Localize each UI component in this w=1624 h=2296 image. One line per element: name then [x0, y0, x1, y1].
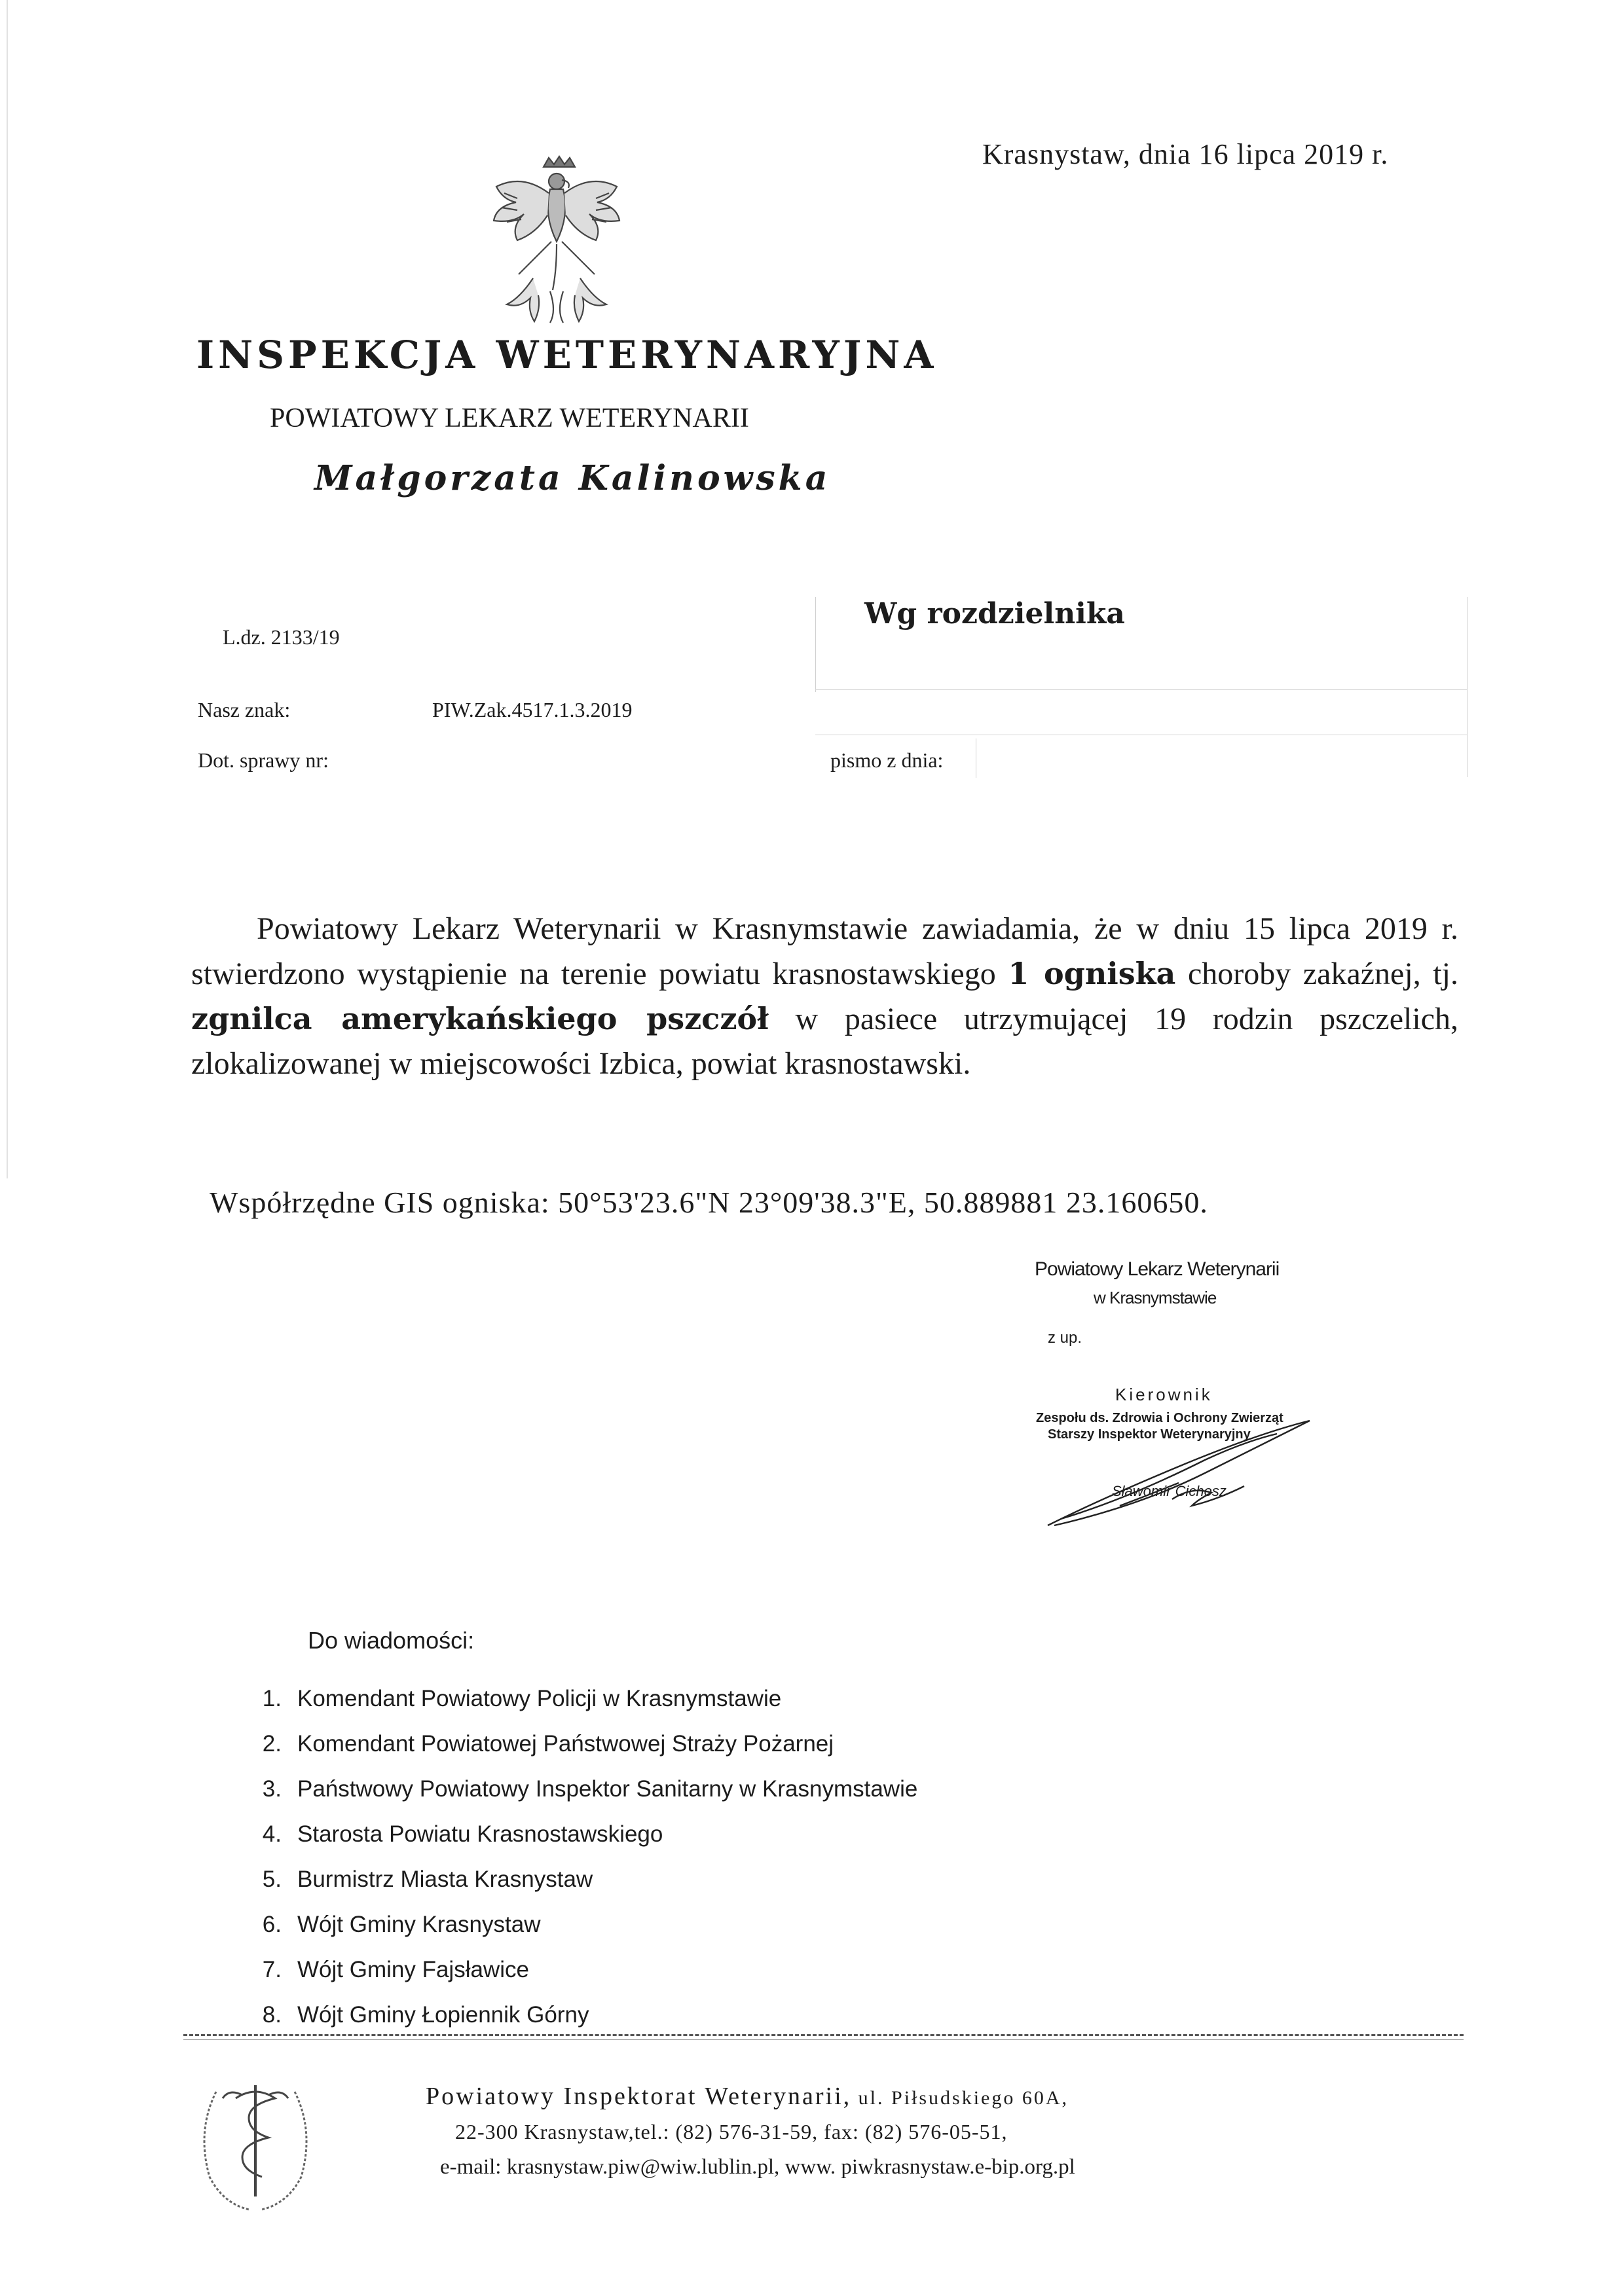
body-text-part: choroby zakaźnej, tj. — [1175, 957, 1458, 991]
footer-street: ul. Piłsudskiego 60A, — [851, 2087, 1069, 2109]
list-item — [229, 1957, 917, 2002]
gis-coordinates: Współrzędne GIS ogniska: 50°53'23.6"N 23°09'38.3"E, 50.889881 23.160650. — [210, 1186, 1208, 1219]
letter-date: Krasnystaw, dnia 16 lipca 2019 r. — [982, 138, 1389, 170]
office-name: POWIATOWY LEKARZ WETERYNARII — [270, 403, 749, 433]
list-item — [229, 1686, 917, 1731]
stamp-name: Sławomir Cichosz — [1112, 1483, 1227, 1499]
body-bold-outbreak: 1 ogniska — [1008, 956, 1176, 991]
distribution-heading: Do wiadomości: — [308, 1627, 475, 1654]
polish-eagle-emblem-icon — [478, 147, 635, 331]
footer-address: 22-300 Krasnystaw,tel.: (82) 576-31-59, fax: (82) 576-05-51, — [455, 2120, 1008, 2143]
list-item-number: 5. — [262, 1867, 282, 1892]
list-item-number: 3. — [262, 1776, 282, 1802]
our-ref-label: Nasz znak: — [198, 698, 291, 721]
list-item-number: 1. — [262, 1686, 282, 1711]
body-text-part: Powiatowy Lekarz Weterynarii w Krasnymstawie zawiadamia, że w dniu 15 lipca 2019 r. stwierdzono wystąpienie na terenie powiatu krasnostawskiego — [191, 911, 1458, 991]
footer-contact: e-mail: krasnystaw.piw@wiw.lublin.pl, www. piwkrasnystaw.e-bip.org.pl — [440, 2155, 1075, 2179]
list-item-text: Burmistrz Miasta Krasnystaw — [297, 1867, 593, 1892]
letter-date-label: pismo z dnia: — [830, 748, 944, 772]
distribution-list — [229, 1686, 917, 2047]
list-item — [229, 1912, 917, 1957]
list-item-text: Komendant Powiatowy Policji w Krasnymstawie — [297, 1686, 782, 1711]
address-box-border — [815, 689, 1467, 690]
body-bold-disease: zgnilca amerykańskiego pszczół — [191, 1001, 769, 1036]
list-item-number: 7. — [262, 1957, 282, 1982]
scan-edge-line — [7, 0, 8, 1178]
list-item — [229, 2002, 917, 2047]
footer-divider — [183, 2039, 1464, 2040]
list-item-text: Państwowy Powiatowy Inspektor Sanitarny w Krasnymstawie — [297, 1776, 918, 1802]
footer-divider — [183, 2034, 1464, 2036]
officer-name: Małgorzata Kalinowska — [314, 458, 831, 498]
list-item-text: Wójt Gminy Fajsławice — [297, 1957, 529, 1982]
list-item-text: Starosta Powiatu Krasnostawskiego — [297, 1821, 663, 1847]
list-item — [229, 1731, 917, 1776]
list-item-text: Wójt Gminy Łopiennik Górny — [297, 2002, 589, 2028]
list-item — [229, 1776, 917, 1821]
list-item-number: 6. — [262, 1912, 282, 1937]
footer-org: Powiatowy Inspektorat Weterynarii, — [426, 2083, 852, 2110]
stamp-department: Zespołu ds. Zdrowia i Ochrony Zwierząt — [1036, 1411, 1283, 1425]
handwritten-signature-icon — [1041, 1414, 1323, 1532]
stamp-zup: z up. — [1048, 1329, 1082, 1347]
institution-name: INSPEKCJA WETERYNARYJNA — [196, 333, 938, 377]
caduceus-logo-icon — [190, 2066, 321, 2216]
list-item — [229, 1821, 917, 1867]
stamp-office-line2: w Krasnymstawie — [1094, 1288, 1217, 1307]
list-item-text: Wójt Gminy Krasnystaw — [297, 1912, 541, 1937]
stamp-office-line1: Powiatowy Lekarz Weterynarii — [1035, 1258, 1280, 1280]
address-box-border — [815, 597, 816, 692]
list-item-number: 8. — [262, 2002, 282, 2028]
ldz-number: L.dz. 2133/19 — [223, 625, 340, 649]
stamp-title: Kierownik — [1115, 1385, 1213, 1404]
stamp-role: Starszy Inspektor Weterynaryjny — [1048, 1427, 1251, 1442]
body-paragraph — [191, 907, 1458, 1086]
our-ref-value: PIW.Zak.4517.1.3.2019 — [432, 698, 633, 721]
recipient: Wg rozdzielnika — [864, 597, 1125, 630]
footer-org-line — [426, 2082, 1069, 2111]
list-item-text: Komendant Powiatowej Państwowej Straży Pożarnej — [297, 1731, 834, 1757]
list-item-number: 4. — [262, 1821, 282, 1847]
body-text-part: w pasiece utrzymującej 19 rodzin pszczelich, zlokalizowanej w miejscowości Izbica, powiat krasnostawski. — [191, 1002, 1459, 1081]
list-item-number: 2. — [262, 1731, 282, 1757]
case-number-label: Dot. sprawy nr: — [198, 748, 329, 772]
list-item — [229, 1867, 917, 1912]
